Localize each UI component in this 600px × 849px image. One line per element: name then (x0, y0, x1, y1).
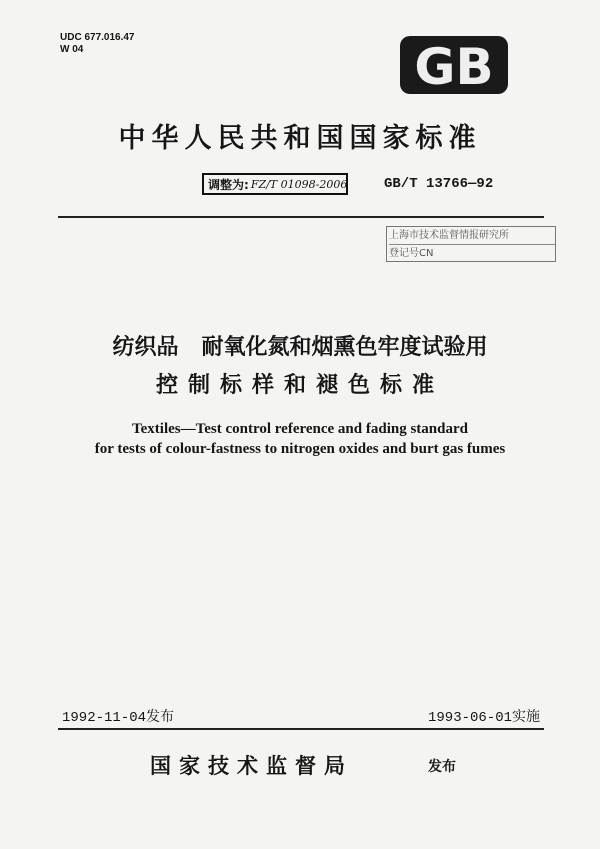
english-title-line-1: Textiles—Test control reference and fading standard (132, 421, 468, 437)
english-title-line-2: for tests of colour-fastness to nitrogen oxides and burt gas fumes (94, 441, 506, 457)
adjust-value: FZ/T 01098-2006 (250, 177, 348, 191)
udc-block (60, 32, 135, 56)
classification-code: W 04 (60, 44, 84, 55)
publisher-name: 国家技术监督局 (150, 754, 353, 778)
footer-divider (58, 728, 544, 730)
standard-title: 中华人民共和国国家标准 (118, 123, 482, 154)
registration-stamp (386, 226, 556, 262)
adjust-label: 调整为: (208, 177, 249, 192)
issue-date: 1992-11-04发布 (62, 710, 175, 726)
header-divider (58, 216, 544, 218)
standard-number: GB/T 13766—92 (384, 176, 494, 192)
stamp-line-2: 登记号CN (389, 248, 434, 259)
gb-logo (398, 34, 510, 96)
logo-text: GB (414, 38, 494, 96)
chinese-title-line-2: 控制标样和褪色标准 (155, 373, 444, 398)
effective-date: 1993-06-01实施 (427, 710, 540, 726)
adjust-stamp (202, 173, 348, 195)
udc-code: UDC 677.016.47 (60, 32, 135, 43)
publish-label: 发布 (428, 759, 456, 775)
stamp-line-1: 上海市技术监督情报研究所 (389, 227, 555, 245)
chinese-title-line-1: 纺织品 耐氧化氮和烟熏色牢度试验用 (112, 335, 488, 360)
